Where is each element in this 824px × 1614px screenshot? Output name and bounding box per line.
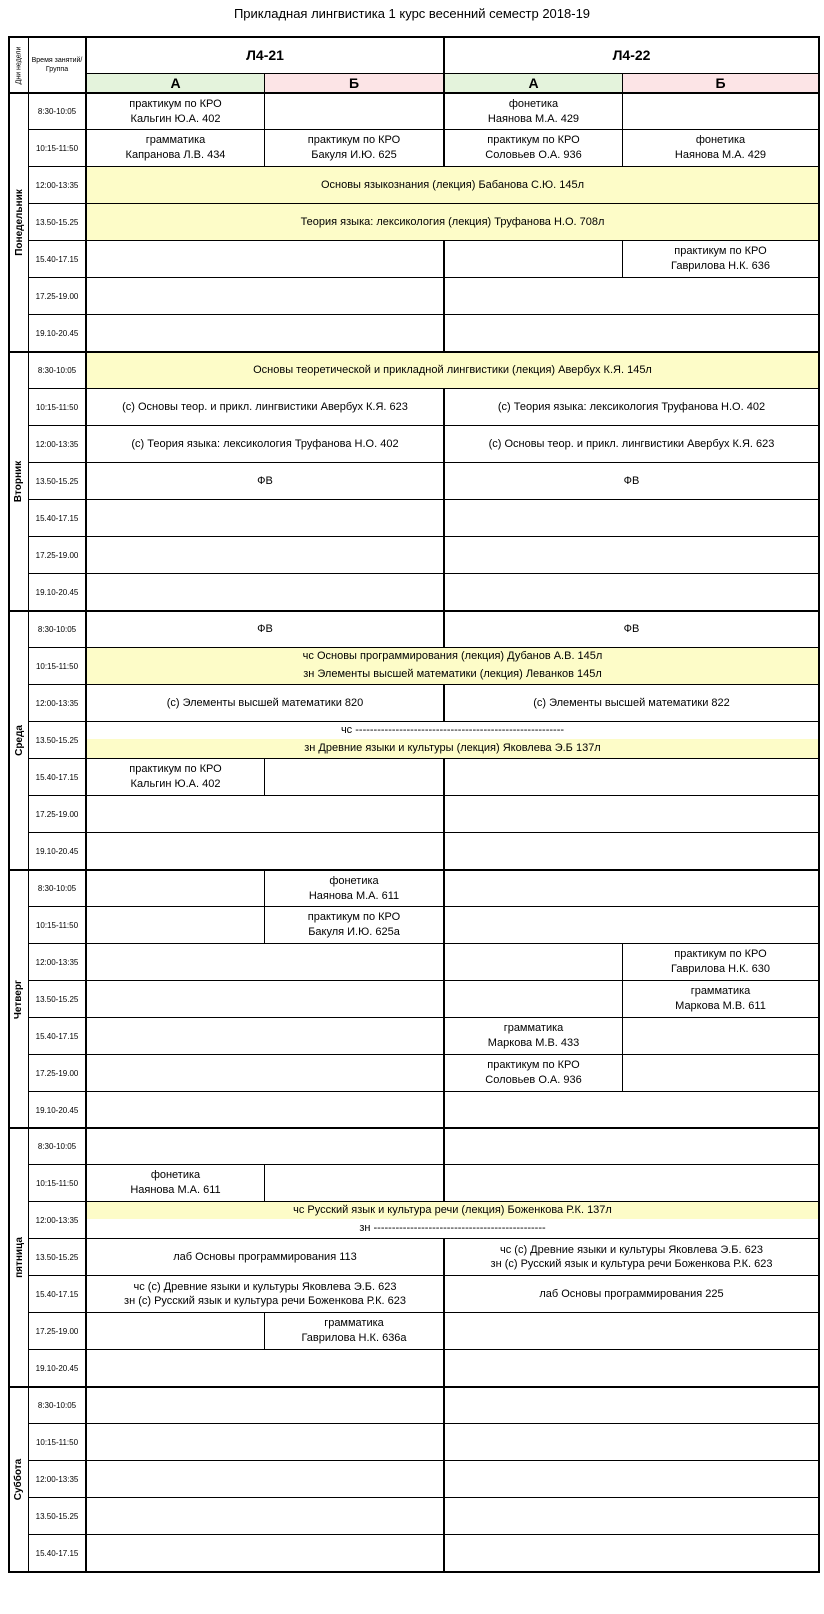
- cell-thu-r3_22b: [622, 943, 820, 980]
- cell-line: практикум по КРО: [129, 763, 222, 775]
- cell-line: Наянова М.А. 611: [130, 1184, 221, 1196]
- empty-cell: [85, 499, 443, 536]
- time-slot: 17.25-19.00: [28, 536, 85, 573]
- group-l4-21: Л4-21: [85, 36, 443, 73]
- time-slot: 15.40-17.15: [28, 240, 85, 277]
- cell-line: практикум по КРО: [129, 97, 222, 110]
- empty-cell: [85, 277, 443, 314]
- day-label-mon: [8, 92, 28, 351]
- empty-cell: [264, 92, 443, 129]
- cell-wed-r2_a: чс Основы программирования (лекция) Дубанов А.В. 145л: [85, 647, 820, 665]
- empty-cell: [443, 869, 820, 906]
- empty-cell: [443, 980, 622, 1017]
- cell-mon-r1_22a: [443, 92, 622, 129]
- empty-cell: [85, 536, 443, 573]
- empty-cell: [443, 1349, 820, 1386]
- cell-fri-r2_21a: [85, 1164, 264, 1201]
- empty-cell: [85, 795, 443, 832]
- cell-thu-r6_22a: [443, 1054, 622, 1091]
- day-label-tue: [8, 351, 28, 610]
- empty-cell: [443, 1460, 820, 1497]
- cell-line: практикум по КРО: [487, 134, 580, 146]
- day-name: Среда: [13, 725, 25, 756]
- cell-line: Соловьев О.А. 936: [485, 149, 582, 161]
- cell-line: Наянова М.А. 611: [308, 889, 400, 902]
- cell-fri-r4_21: лаб Основы программирования 113: [85, 1238, 443, 1275]
- cell-line: Бакуля И.Ю. 625а: [308, 926, 400, 938]
- day-label-wed: [8, 610, 28, 869]
- cell-tue-r2_22: (с) Теория языка: лексикология Труфанова Н.О. 402: [443, 388, 820, 425]
- empty-cell: [85, 832, 443, 869]
- time-slot: 10:15-11:50: [28, 906, 85, 943]
- empty-cell: [85, 906, 264, 943]
- cell-wed-r3_22: (с) Элементы высшей математики 822: [443, 684, 820, 721]
- day-name: Четверг: [13, 979, 25, 1020]
- empty-cell: [443, 573, 820, 610]
- header-days: Дни недели: [8, 36, 28, 92]
- empty-cell: [264, 1164, 443, 1201]
- cell-mon-r2_22a: [443, 129, 622, 166]
- cell-line: чс (с) Древние языки и культуры Яковлева Э.Б. 623: [500, 1244, 763, 1256]
- cell-line: Маркова М.В. 611: [675, 1000, 766, 1012]
- cell-line: Наянова М.А. 429: [674, 149, 767, 161]
- time-slot: 8:30-10:05: [28, 1127, 85, 1164]
- empty-cell: [85, 573, 443, 610]
- empty-cell: [443, 1127, 820, 1164]
- time-slot: 17.25-19.00: [28, 1312, 85, 1349]
- cell-fri-r3_b: зн -----------------------------------------------: [85, 1219, 820, 1238]
- time-slot: 13.50-15.25: [28, 1497, 85, 1534]
- cell-line: Кальгин Ю.А. 402: [130, 112, 221, 125]
- time-slot: 12:00-13:35: [28, 1460, 85, 1497]
- cell-line: фонетика: [695, 134, 746, 146]
- day-name: Вторник: [13, 460, 25, 503]
- time-slot: 10:15-11:50: [28, 1423, 85, 1460]
- empty-cell: [443, 240, 622, 277]
- empty-cell: [85, 1017, 443, 1054]
- cell-wed-r1_21: ФВ: [85, 610, 443, 647]
- empty-cell: [443, 943, 622, 980]
- time-slot: 8:30-10:05: [28, 351, 85, 388]
- cell-line: грамматика: [503, 1022, 564, 1034]
- cell-fri-r3_a: чс Русский язык и культура речи (лекция) Боженкова Р.К. 137л: [85, 1201, 820, 1219]
- cell-mon-r5_22b: [622, 240, 820, 277]
- cell-line: зн (с) Русский язык и культура речи Боженкова Р.К. 623: [124, 1295, 406, 1307]
- cell-line: Гаврилова Н.К. 636: [671, 260, 770, 272]
- time-slot: 15.40-17.15: [28, 1017, 85, 1054]
- empty-cell: [443, 536, 820, 573]
- day-label-thu: [8, 869, 28, 1128]
- cell-line: Бакуля И.Ю. 625: [311, 149, 397, 161]
- cell-line: Гаврилова Н.К. 630: [671, 963, 770, 975]
- cell-line: Капранова Л.В. 434: [125, 149, 226, 161]
- empty-cell: [85, 1127, 443, 1164]
- empty-cell: [443, 1386, 820, 1423]
- empty-cell: [443, 832, 820, 869]
- time-slot: 10:15-11:50: [28, 129, 85, 166]
- group-l4-22: Л4-22: [443, 36, 820, 73]
- day-name: Суббота: [13, 1458, 25, 1501]
- empty-cell: [622, 1054, 820, 1091]
- cell-wed-r4_b: зн Древние языки и культуры (лекция) Яковлева Э.Б 137л: [85, 739, 820, 758]
- time-slot: 19.10-20.45: [28, 832, 85, 869]
- time-slot: 8:30-10:05: [28, 869, 85, 906]
- cell-thu-r1_21b: [264, 869, 443, 906]
- cell-wed-r2_b: зн Элементы высшей математики (лекция) Леванков 145л: [85, 665, 820, 684]
- cell-line: практикум по КРО: [487, 1059, 580, 1071]
- cell-fri-r5_21: [85, 1275, 443, 1312]
- empty-cell: [85, 1091, 443, 1128]
- time-slot: 19.10-20.45: [28, 573, 85, 610]
- cell-thu-r4_22b: [622, 980, 820, 1017]
- time-slot: 15.40-17.15: [28, 1275, 85, 1312]
- cell-line: грамматика: [690, 985, 751, 997]
- cell-line: Соловьев О.А. 936: [485, 1074, 582, 1086]
- cell-line: фонетика: [329, 874, 379, 887]
- page-title: Прикладная лингвистика 1 курс весенний семестр 2018-19: [233, 6, 591, 21]
- time-slot: 12:00-13:35: [28, 1201, 85, 1238]
- cell-fri-r6_21b: [264, 1312, 443, 1349]
- cell-thu-r2_21b: [264, 906, 443, 943]
- empty-cell: [443, 906, 820, 943]
- time-slot: 13.50-15.25: [28, 980, 85, 1017]
- empty-cell: [443, 758, 820, 795]
- cell-line: Наянова М.А. 429: [487, 112, 580, 125]
- empty-cell: [443, 314, 820, 351]
- cell-wed-r1_22: ФВ: [443, 610, 820, 647]
- cell-wed-r3_21: (с) Элементы высшей математики 820: [85, 684, 443, 721]
- cell-mon-r2_22b: [622, 129, 820, 166]
- cell-line: практикум по КРО: [307, 134, 401, 146]
- time-slot: 12:00-13:35: [28, 166, 85, 203]
- header-time: Время занятий/ Группа: [28, 36, 85, 92]
- time-slot: 19.10-20.45: [28, 1091, 85, 1128]
- schedule-table: [8, 36, 822, 1612]
- day-name: Понедельник: [13, 189, 25, 256]
- time-slot: 8:30-10:05: [28, 92, 85, 129]
- cell-line: практикум по КРО: [674, 245, 767, 257]
- table-bottom-border: [8, 1571, 820, 1573]
- cell-fri-r4_22: [443, 1238, 820, 1275]
- empty-cell: [443, 1497, 820, 1534]
- empty-cell: [85, 1054, 443, 1091]
- day-name: пятница: [13, 1237, 25, 1278]
- time-slot: 15.40-17.15: [28, 499, 85, 536]
- cell-thu-r5_22a: [443, 1017, 622, 1054]
- cell-line: зн (с) Русский язык и культура речи Боженкова Р.К. 623: [490, 1258, 773, 1270]
- empty-cell: [443, 1091, 820, 1128]
- empty-cell: [443, 795, 820, 832]
- empty-cell: [622, 1017, 820, 1054]
- cell-line: практикум по КРО: [674, 948, 767, 960]
- cell-mon-r2_21a: [85, 129, 264, 166]
- time-slot: 12:00-13:35: [28, 943, 85, 980]
- time-slot: 19.10-20.45: [28, 314, 85, 351]
- empty-cell: [85, 1349, 443, 1386]
- empty-cell: [85, 1423, 443, 1460]
- cell-tue-r2_21: (с) Основы теор. и прикл. лингвистики Авербух К.Я. 623: [85, 388, 443, 425]
- empty-cell: [264, 758, 443, 795]
- cell-mon-r2_21b: [264, 129, 443, 166]
- time-slot: 15.40-17.15: [28, 1534, 85, 1571]
- cell-line: практикум по КРО: [307, 911, 401, 923]
- time-slot: 10:15-11:50: [28, 388, 85, 425]
- empty-cell: [85, 1312, 264, 1349]
- subgroup-22b: Б: [622, 73, 820, 92]
- empty-cell: [85, 1497, 443, 1534]
- time-slot: 17.25-19.00: [28, 277, 85, 314]
- time-slot: 17.25-19.00: [28, 1054, 85, 1091]
- time-slot: 12:00-13:35: [28, 684, 85, 721]
- cell-line: фонетика: [508, 97, 559, 110]
- cell-line: грамматика: [145, 134, 206, 146]
- cell-line: Маркова М.В. 433: [487, 1037, 580, 1049]
- time-slot: 10:15-11:50: [28, 1164, 85, 1201]
- subgroup-21a: А: [85, 73, 264, 92]
- empty-cell: [622, 92, 820, 129]
- cell-tue-r1: Основы теоретической и прикладной лингвистики (лекция) Авербух К.Я. 145л: [85, 351, 820, 388]
- day-label-sat: [8, 1386, 28, 1571]
- empty-cell: [85, 314, 443, 351]
- empty-cell: [85, 980, 443, 1017]
- subgroup-22a: А: [443, 73, 622, 92]
- empty-cell: [443, 1534, 820, 1571]
- empty-cell: [443, 1312, 820, 1349]
- empty-cell: [85, 943, 443, 980]
- cell-line: фонетика: [150, 1169, 201, 1181]
- cell-tue-r3_21: (с) Теория языка: лексикология Труфанова Н.О. 402: [85, 425, 443, 462]
- empty-cell: [443, 277, 820, 314]
- time-slot: 10:15-11:50: [28, 647, 85, 684]
- time-slot: 13.50-15.25: [28, 203, 85, 240]
- cell-line: грамматика: [324, 1317, 384, 1329]
- time-slot: 13.50-15.25: [28, 1238, 85, 1275]
- empty-cell: [443, 1164, 820, 1201]
- empty-cell: [443, 1423, 820, 1460]
- cell-mon-r1_21a: [85, 92, 264, 129]
- time-slot: 8:30-10:05: [28, 610, 85, 647]
- time-slot: 13.50-15.25: [28, 462, 85, 499]
- cell-tue-r3_22: (с) Основы теор. и прикл. лингвистики Авербух К.Я. 623: [443, 425, 820, 462]
- cell-tue-r4_22: ФВ: [443, 462, 820, 499]
- cell-line: чс (с) Древние языки и культуры Яковлева Э.Б. 623: [133, 1281, 397, 1293]
- cell-wed-r4_a: чс ---------------------------------------------------------: [85, 721, 820, 739]
- empty-cell: [443, 499, 820, 536]
- cell-line: Кальгин Ю.А. 402: [130, 778, 221, 790]
- cell-mon-r4: Теория языка: лексикология (лекция) Труфанова Н.О. 708л: [85, 203, 820, 240]
- cell-wed-r5_21a: [85, 758, 264, 795]
- subgroup-21b: Б: [264, 73, 443, 92]
- day-label-fri: [8, 1127, 28, 1386]
- empty-cell: [85, 1534, 443, 1571]
- cell-tue-r4_21: ФВ: [85, 462, 443, 499]
- cell-fri-r5_22: лаб Основы программирования 225: [443, 1275, 820, 1312]
- cell-line: Гаврилова Н.К. 636а: [301, 1332, 407, 1344]
- time-slot: 8:30-10:05: [28, 1386, 85, 1423]
- time-slot: 15.40-17.15: [28, 758, 85, 795]
- time-slot: 12:00-13:35: [28, 425, 85, 462]
- empty-cell: [85, 869, 264, 906]
- time-slot: 17.25-19.00: [28, 795, 85, 832]
- empty-cell: [85, 240, 443, 277]
- time-slot: 19.10-20.45: [28, 1349, 85, 1386]
- cell-mon-r3: Основы языкознания (лекция) Бабанова С.Ю. 145л: [85, 166, 820, 203]
- empty-cell: [85, 1460, 443, 1497]
- empty-cell: [85, 1386, 443, 1423]
- time-slot: 13.50-15.25: [28, 721, 85, 758]
